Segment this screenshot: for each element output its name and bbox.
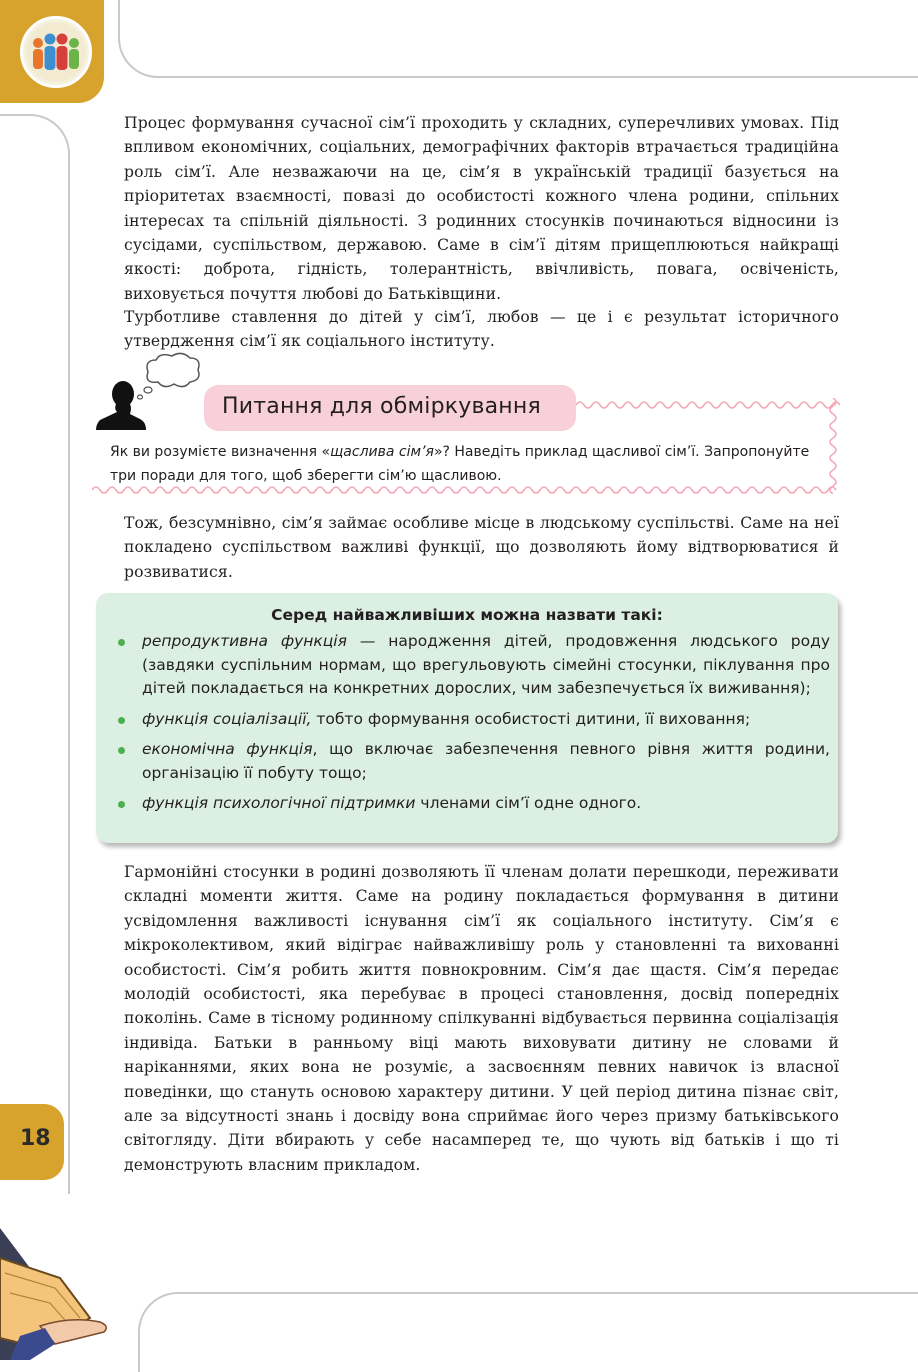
list-item	[114, 630, 830, 701]
hand-book-illustration	[0, 1218, 120, 1360]
page-number: 18	[20, 1126, 51, 1151]
list-item	[114, 738, 830, 785]
question-text-part: Як ви розумієте визначення «	[110, 444, 331, 460]
question-text-italic: щаслива сім’я	[330, 444, 434, 460]
function-description: — народження дітей, продовження людського роду (завдяки суспільним нормам, що врегульовують сімейні стосунки, піклування про дітей покладається на конкретних дорослих, чим забезпечується їх виживання);	[142, 632, 831, 697]
thought-bubble-icon	[134, 350, 204, 402]
bullet-icon	[118, 747, 125, 754]
function-term: функція психологічної підтримки	[142, 794, 416, 812]
question-text-part: »? Наведіть приклад щасливої сім’ї. Запропонуйте три поради для того, щоб зберегти сім’ю щасливою.	[110, 444, 810, 484]
family-logo-icon	[20, 16, 92, 88]
paragraph-text: Турботливе ставлення до дітей у сім’ї, любов — це і є результат історичного утвердження сім’ї як соціального інституту.	[124, 308, 839, 351]
page-frame-left	[0, 114, 70, 1194]
wavy-line-top	[576, 398, 840, 412]
function-description: членами сім’ї одне одного.	[415, 794, 642, 812]
paragraph-text: Гармонійні стосунки в родині дозволяють її членам долати перешкоди, переживати складні моменти життя. Саме на родину покладається формування в дитини усвідомлення важливості існування сім’ї як соціального інституту. Сім’я є мікроколективом, який відіграє найважливішу роль у становленні та вихованні особистості. Сім’я робить життя повнокровним. Сім’я дає щастя. Сім’я передає молодій особистості, яка перебуває в процесі становлення, досвід попередніх поколінь. Саме в тісному родинному спілкуванні відбувається первинна соціалізація індивіда. Батьки в ранньому віці мають виховувати дитину не словами й наріканнями, яких вона не розуміє, а засвоєнням певних навичок із власної поведінки, що стануть основою характеру дитини. У цей період дитина пізнає світ, але за відсутності знань і досвіду вона сприймає його через призму батьківського світогляду. Діти вбирають у себе насамперед те, що чують від батьків і що ті демонструють власним прикладом.	[124, 863, 839, 1174]
page-frame-top	[118, 0, 918, 78]
bullet-icon	[118, 801, 125, 808]
body-paragraph-1	[124, 111, 839, 306]
bullet-icon	[118, 639, 125, 646]
function-term: репродуктивна функція	[142, 632, 347, 650]
list-item	[114, 708, 830, 732]
body-paragraph-4	[124, 860, 839, 1177]
body-paragraph-2	[124, 305, 839, 354]
list-item	[114, 792, 830, 816]
question-text	[110, 440, 822, 488]
paragraph-text: Процес формування сучасної сім’ї проходить у складних, суперечливих умовах. Під впливом економічних, соціальних, демографічних факторів втрачається традиційна роль сім’ї. Але незважаючи на це, сім’я в українській традиції базується на пріоритетах взаємності, повазі до особистості кожного члена родини, спільних інтересах та спільній діяльності. З родинних стосунків починаються відносини із сусідами, суспільством, державою. Саме в сім’ї дітям прищеплюються найкращі якості: доброта, гідність, толерантність, ввічливість, повага, освіченість, виховується почуття любові до Батьківщини.	[124, 114, 839, 303]
function-description: тобто формування особистості дитини, її виховання;	[311, 709, 751, 728]
function-term: економічна функція	[142, 740, 313, 758]
page-frame-bottom	[138, 1292, 918, 1372]
function-term: функція соціалізації,	[142, 709, 312, 728]
functions-heading: Серед найважливіших можна назвати такі:	[271, 606, 663, 624]
paragraph-text: Тож, безсумнівно, сім’я займає особливе місце в людському суспільстві. Саме на неї покладено суспільством важливі функції, що дозволяють йому відтворюватися й розвиватися.	[124, 514, 839, 581]
question-title: Питання для обміркування	[222, 394, 541, 419]
function-description: , що включає забезпечення певного рівня життя родини, організацію її побуту тощо;	[142, 740, 830, 782]
functions-list	[114, 630, 830, 823]
bullet-icon	[118, 717, 125, 724]
body-paragraph-3	[124, 511, 839, 584]
wavy-line-right	[826, 398, 840, 494]
